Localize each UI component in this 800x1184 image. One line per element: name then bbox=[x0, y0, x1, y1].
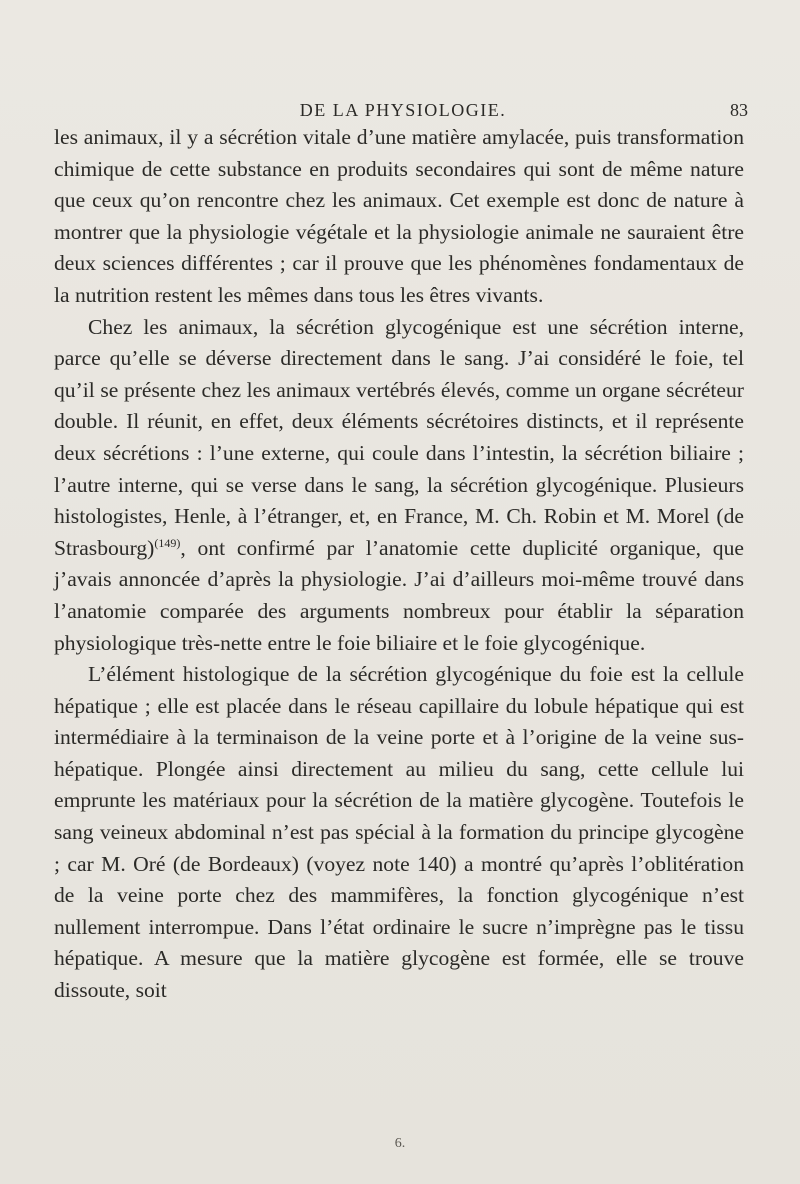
paragraph-2-text-start: Chez les animaux, la sécrétion glycogénique est une sécrétion interne, parce qu’elle se déverse directement dans le sang. J’ai considéré le foie, tel qu’il se présente chez les animaux vertébrés élevés, comme un organe sécréteur double. Il réunit, en effet, deux éléments sécrétoires distincts, et il représente deux sécrétions : l’une externe, qui coule dans l’intestin, la sécrétion biliaire ; l’autre interne, qui se verse dans le sang, la sécrétion glycogénique. Plusieurs histologistes, Henle, à l’étranger, et, en France, M. Ch. Robin et M. Morel (de Strasbourg) bbox=[54, 314, 744, 560]
paragraph-1: les animaux, il y a sécrétion vitale d’une matière amylacée, puis transformation chimique de cette substance en produits secondaires qui sont de même nature que ceux qu’on rencontre chez les animaux. Cet exemple est donc de nature à montrer que la physiologie végétale et la physiologie animale ne sauraient être deux sciences différentes ; car il prouve que les phénomènes fondamentaux de la nutrition restent les mêmes dans tous les êtres vivants. bbox=[54, 125, 744, 307]
body-text bbox=[54, 122, 744, 1007]
paragraph-2-text-end: , ont confirmé par l’anatomie cette duplicité organique, que j’avais annoncée d’après la physiologie. J’ai d’ailleurs moi-même trouvé dans l’anatomie comparée des arguments nombreux pour établir la séparation physiologique très-nette entre le foie biliaire et le foie glycogénique. bbox=[54, 535, 744, 655]
paragraph-2 bbox=[54, 312, 744, 660]
page-number: 83 bbox=[730, 100, 748, 120]
paragraph-3: L’élément histologique de la sécrétion glycogénique du foie est la cellule hépatique ; elle est placée dans le réseau capillaire du lobule hépatique qui est intermédiaire à la terminaison de la veine porte et à l’origine de la veine sus-hépatique. Plongée ainsi directement au milieu du sang, cette cellule lui emprunte les matériaux pour la sécrétion de la matière glycogène. Toutefois le sang veineux abdominal n’est pas spécial à la formation du principe glycogène ; car M. Oré (de Bordeaux) (voyez note 140) a montré qu’après l’oblitération de la veine porte chez des mammifères, la fonction glycogénique n’est nullement interrompue. Dans l’état ordinaire le sucre n’imprègne pas le tissu hépatique. A mesure que la matière glycogène est formée, elle se trouve dissoute, soit bbox=[54, 662, 744, 1003]
footnote-reference: (149) bbox=[154, 535, 181, 550]
signature-mark: 6. bbox=[394, 1136, 406, 1151]
running-head bbox=[58, 100, 748, 124]
running-title: DE LA PHYSIOLOGIE. bbox=[299, 100, 507, 120]
